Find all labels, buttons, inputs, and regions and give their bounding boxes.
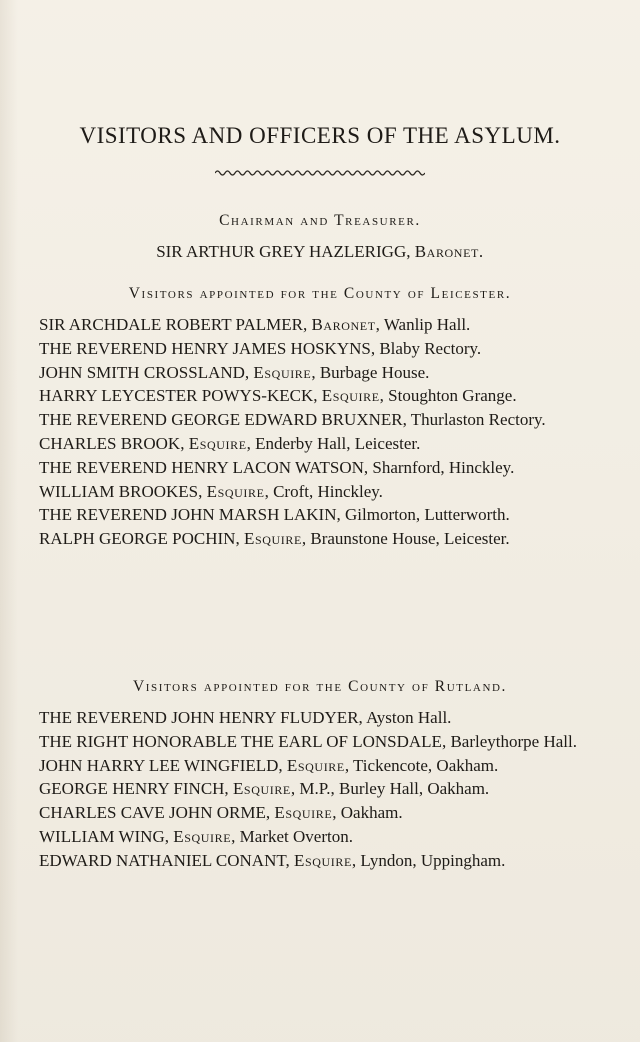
list-item: HARRY LEYCESTER POWYS-KECK, Esquire, Stoughton Grange. <box>39 386 517 406</box>
list-item: THE REVEREND JOHN HENRY FLUDYER, Ayston Hall. <box>39 708 452 727</box>
list-item: THE REVEREND GEORGE EDWARD BRUXNER, Thurlaston Rectory. <box>39 410 546 430</box>
leicester-heading: Visitors appointed for the County of Leicester. <box>128 285 512 302</box>
chairman-heading: Chairman and Treasurer. <box>219 212 421 229</box>
chairman-title: Baronet. <box>414 242 484 261</box>
list-item: CHARLES BROOK, Esquire, Enderby Hall, Leicester. <box>39 433 421 453</box>
list-item: RALPH GEORGE POCHIN, Esquire, Braunstone House, Leicester. <box>39 529 510 549</box>
list-item: SIR ARCHDALE ROBERT PALMER, Baronet, Wanlip Hall. <box>39 315 471 334</box>
wavy-rule-ornament <box>215 168 425 178</box>
list-item: THE REVEREND HENRY LACON WATSON, Sharnford, Hinckley. <box>39 457 515 477</box>
list-item: THE REVEREND JOHN MARSH LAKIN, Gilmorton, Lutterworth. <box>39 505 510 525</box>
list-item: CHARLES CAVE JOHN ORME, Esquire, Oakham. <box>39 803 403 823</box>
list-item: EDWARD NATHANIEL CONANT, Esquire, Lyndon, Uppingham. <box>39 850 506 870</box>
list-item: WILLIAM BROOKES, Esquire, Croft, Hinckley. <box>39 481 383 501</box>
list-item: WILLIAM WING, Esquire, Market Overton. <box>39 826 353 846</box>
rutland-list <box>39 706 603 873</box>
rutland-heading: Visitors appointed for the County of Rutland. <box>132 678 508 695</box>
list-item: THE RIGHT HONORABLE THE EARL OF LONSDALE, Barleythorpe Hall. <box>39 731 577 751</box>
page-title: VISITORS AND OFFICERS OF THE ASYLUM. <box>79 123 561 148</box>
list-item: JOHN HARRY LEE WINGFIELD, Esquire, Tickencote, Oakham. <box>39 755 499 775</box>
leicester-list <box>39 313 603 551</box>
list-item: JOHN SMITH CROSSLAND, Esquire, Burbage House. <box>39 362 430 382</box>
list-item: GEORGE HENRY FINCH, Esquire, M.P., Burley Hall, Oakham. <box>39 779 490 799</box>
chairman-name: SIR ARTHUR GREY HAZLERIGG, <box>156 242 415 261</box>
list-item: THE REVEREND HENRY JAMES HOSKYNS, Blaby Rectory. <box>39 338 482 358</box>
chairman-line <box>0 240 640 264</box>
